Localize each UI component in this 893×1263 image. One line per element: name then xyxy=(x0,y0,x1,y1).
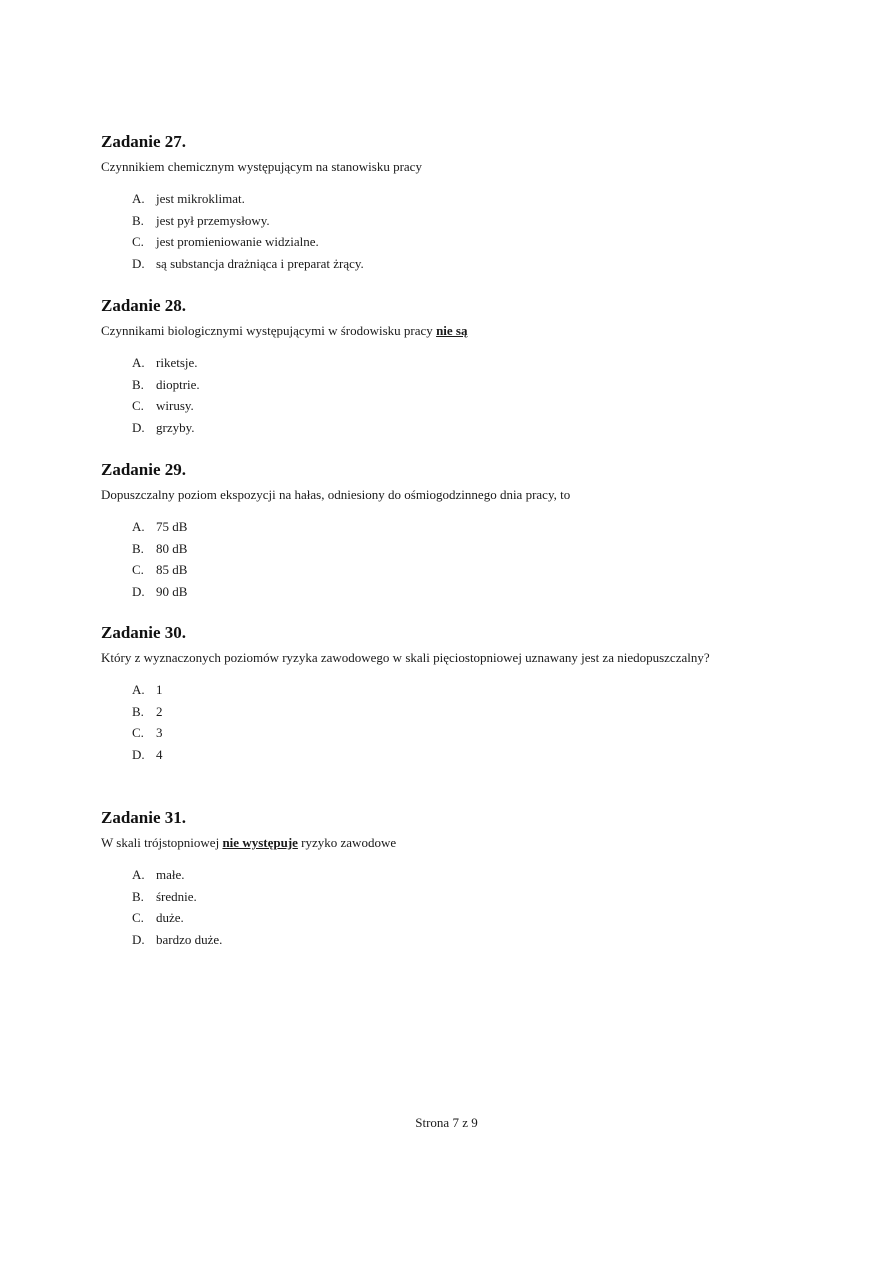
option-text: małe. xyxy=(156,867,185,882)
answer-options xyxy=(101,679,791,765)
option-letter: A. xyxy=(132,355,145,370)
option-letter: C. xyxy=(132,234,144,249)
option-letter: C. xyxy=(132,910,144,925)
option-text: 80 dB xyxy=(156,540,188,556)
option-letter: D. xyxy=(132,746,145,762)
option-letter: C. xyxy=(132,398,144,413)
answer-option-b[interactable] xyxy=(132,210,791,232)
option-text: grzyby. xyxy=(156,419,195,435)
task-title: Zadanie 28. xyxy=(101,296,187,315)
task-31 xyxy=(101,808,791,950)
option-text: są substancja drażniąca i preparat żrący. xyxy=(156,255,364,271)
option-text: dioptrie. xyxy=(156,376,200,392)
option-letter: D. xyxy=(132,931,145,947)
option-letter: A. xyxy=(132,191,145,206)
answer-option-a[interactable] xyxy=(132,679,791,701)
task-27 xyxy=(101,132,791,274)
option-letter: B. xyxy=(132,888,144,904)
option-letter: D. xyxy=(132,583,145,599)
answer-option-b[interactable] xyxy=(132,701,791,723)
answer-options xyxy=(101,352,791,438)
option-text: 85 dB xyxy=(156,562,188,577)
answer-option-d[interactable] xyxy=(132,744,791,766)
task-question xyxy=(101,156,791,178)
option-letter: B. xyxy=(132,703,144,719)
answer-option-a[interactable] xyxy=(132,352,791,374)
task-question xyxy=(101,647,791,669)
answer-options xyxy=(101,516,791,602)
option-text: jest promieniowanie widzialne. xyxy=(156,234,319,249)
answer-option-c[interactable] xyxy=(132,395,791,417)
option-text: 3 xyxy=(156,725,163,740)
task-title: Zadanie 30. xyxy=(101,623,187,642)
option-letter: B. xyxy=(132,376,144,392)
task-30 xyxy=(101,623,791,765)
question-text: Który z wyznaczonych poziomów ryzyka zawodowego w skali pięciostopniowej uznawany jest za niedopuszczalny? xyxy=(101,650,710,665)
question-text: Czynnikami biologicznymi występującymi w środowisku pracy xyxy=(101,323,437,338)
question-text: Dopuszczalny poziom ekspozycji na hałas, odniesiony do ośmiogodzinnego dnia pracy, to xyxy=(101,487,571,502)
option-letter: A. xyxy=(132,682,145,697)
option-text: 1 xyxy=(156,682,163,697)
answer-option-d[interactable] xyxy=(132,253,791,275)
option-letter: A. xyxy=(132,519,145,534)
page-number: Strona 7 z 9 xyxy=(415,1115,478,1130)
task-title: Zadanie 27. xyxy=(101,132,187,151)
answer-option-c[interactable] xyxy=(132,559,791,581)
answer-option-b[interactable] xyxy=(132,374,791,396)
answer-option-c[interactable] xyxy=(132,722,791,744)
option-letter: C. xyxy=(132,562,144,577)
task-28 xyxy=(101,296,791,438)
option-letter: B. xyxy=(132,540,144,556)
answer-option-b[interactable] xyxy=(132,886,791,908)
answer-option-a[interactable] xyxy=(132,188,791,210)
option-letter: A. xyxy=(132,867,145,882)
answer-option-c[interactable] xyxy=(132,907,791,929)
answer-option-d[interactable] xyxy=(132,929,791,951)
task-29 xyxy=(101,460,791,602)
question-emphasis: nie występuje xyxy=(222,835,298,850)
answer-option-a[interactable] xyxy=(132,516,791,538)
task-question xyxy=(101,320,791,342)
option-text: jest mikroklimat. xyxy=(156,191,245,206)
option-letter: D. xyxy=(132,255,145,271)
option-text: jest pył przemysłowy. xyxy=(156,212,270,228)
question-emphasis: nie są xyxy=(436,323,468,338)
task-title: Zadanie 29. xyxy=(101,460,187,479)
option-text: bardzo duże. xyxy=(156,931,223,947)
option-text: 2 xyxy=(156,703,163,719)
answer-option-c[interactable] xyxy=(132,231,791,253)
answer-option-a[interactable] xyxy=(132,864,791,886)
answer-option-d[interactable] xyxy=(132,581,791,603)
option-letter: B. xyxy=(132,212,144,228)
task-title: Zadanie 31. xyxy=(101,808,187,827)
answer-options xyxy=(101,864,791,950)
option-text: 4 xyxy=(156,746,163,762)
option-text: 90 dB xyxy=(156,583,188,599)
option-text: średnie. xyxy=(156,888,197,904)
answer-option-b[interactable] xyxy=(132,538,791,560)
task-question xyxy=(101,484,791,506)
answer-options xyxy=(101,188,791,274)
option-text: riketsje. xyxy=(156,355,198,370)
question-text-end: ryzyko zawodowe xyxy=(297,835,397,850)
answer-option-d[interactable] xyxy=(132,417,791,439)
option-letter: C. xyxy=(132,725,144,740)
task-question xyxy=(101,832,791,854)
option-text: duże. xyxy=(156,910,184,925)
option-letter: D. xyxy=(132,419,145,435)
question-text: Czynnikiem chemicznym występującym na stanowisku pracy xyxy=(101,159,422,174)
option-text: 75 dB xyxy=(156,519,188,534)
question-text: W skali trójstopniowej xyxy=(101,835,223,850)
option-text: wirusy. xyxy=(156,398,194,413)
